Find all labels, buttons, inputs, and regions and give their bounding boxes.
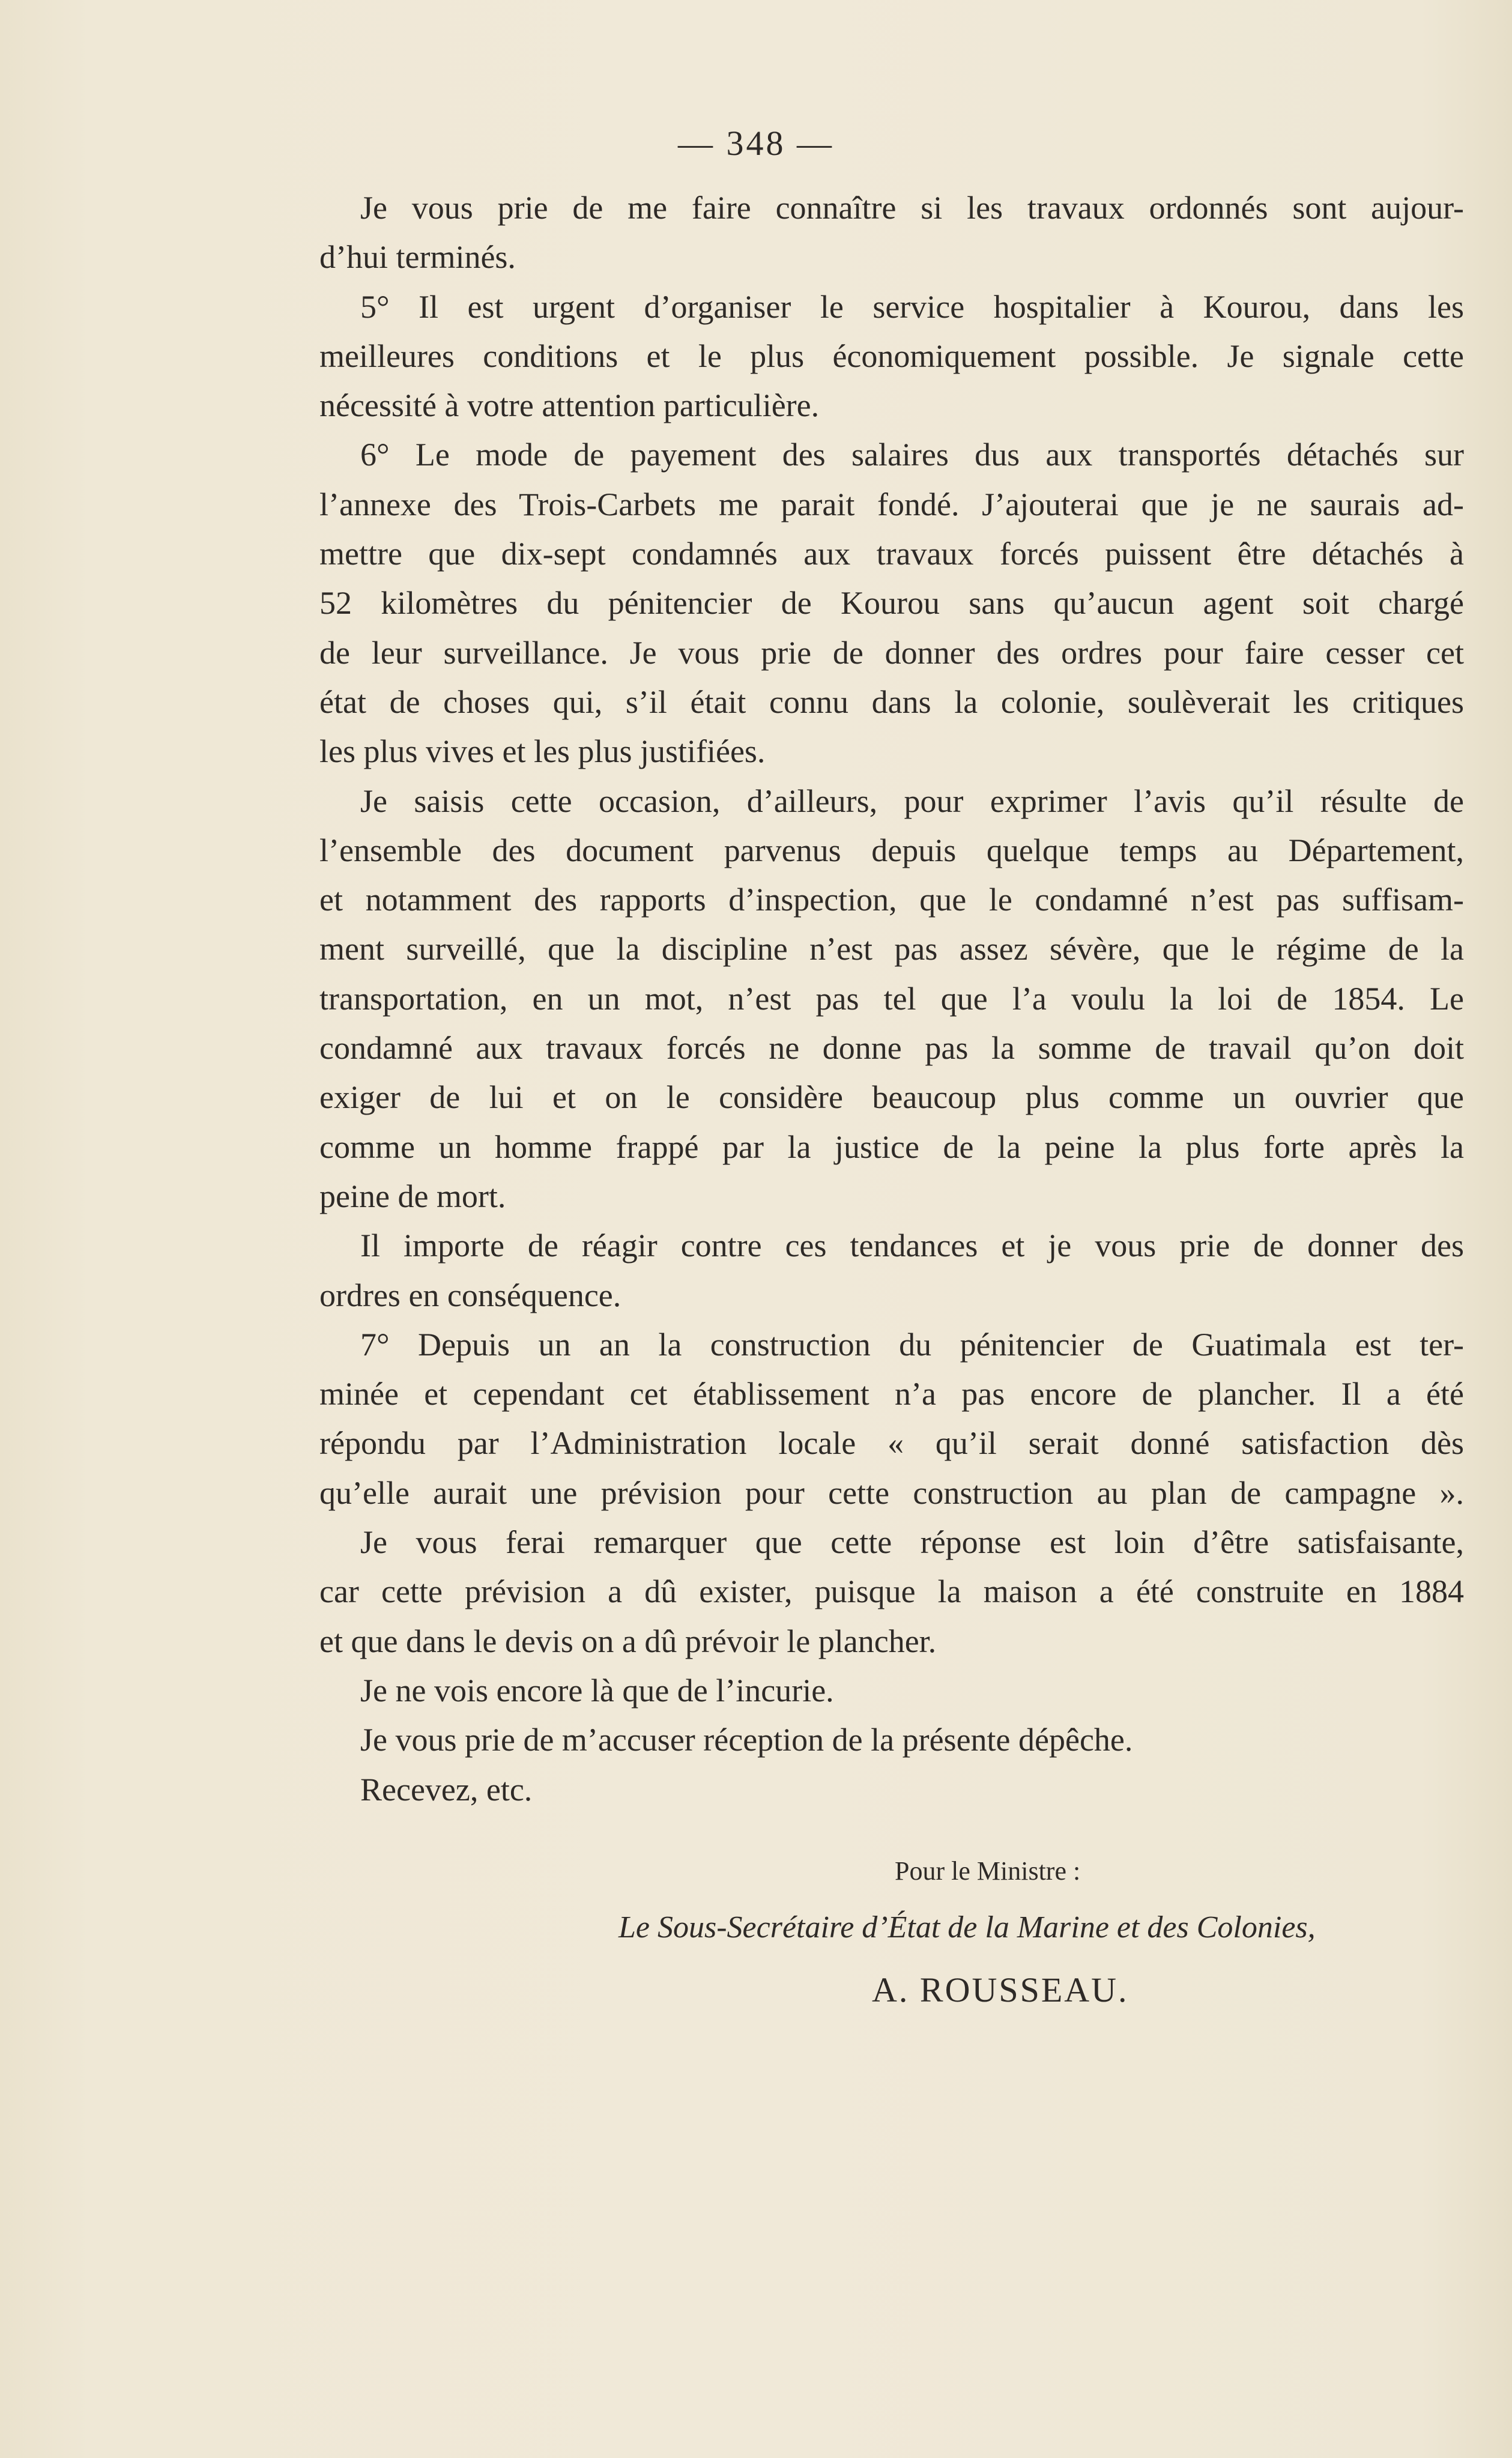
text-line: ordres en conséquence. [319, 1277, 621, 1313]
text-line: les plus vives et les plus justifiées. [319, 733, 766, 770]
text-line: Je vous ferai remarquer que cette réponse est loin d’être satisfaisante, [360, 1524, 1464, 1561]
text-line: de leur surveillance. Je vous prie de donner des ordres pour faire cesser cet [319, 634, 1464, 671]
text-line: Recevez, etc. [360, 1771, 533, 1808]
text-line: Il importe de réagir contre ces tendances et je vous prie de donner des [360, 1227, 1464, 1264]
signature-title: Le Sous-Secrétaire d’État de la Marine et des Colonies, [618, 1910, 1316, 1945]
page-number: — 348 — [678, 124, 834, 163]
text-line: 6° Le mode de payement des salaires dus aux transportés détachés sur [360, 437, 1464, 473]
text-line: l’ensemble des document parvenus depuis quelque temps au Département, [319, 832, 1464, 868]
text-line: minée et cependant cet établissement n’a pas encore de plancher. Il a été [319, 1376, 1464, 1412]
text-line: 5° Il est urgent d’organiser le service hospitalier à Kourou, dans les [360, 288, 1464, 325]
text-line: d’hui terminés. [319, 239, 516, 276]
text-line: qu’elle aurait une prévision pour cette construction au plan de campagne ». [319, 1474, 1464, 1511]
text-line: Je ne vois encore là que de l’incurie. [360, 1672, 834, 1709]
text-line: répondu par l’Administration locale « qu’il serait donné satisfaction dès [319, 1425, 1464, 1462]
text-line: Je saisis cette occasion, d’ailleurs, pour exprimer l’avis qu’il résulte de [360, 783, 1464, 819]
text-line: Je vous prie de m’accuser réception de la présente dépêche. [360, 1722, 1133, 1758]
text-line: Je vous prie de me faire connaître si les travaux ordonnés sont aujour- [360, 190, 1464, 226]
text-line: transportation, en un mot, n’est pas tel que l’a voulu la loi de 1854. Le [319, 980, 1464, 1017]
text-line: comme un homme frappé par la justice de la peine la plus forte après la [319, 1128, 1464, 1165]
text-line: condamné aux travaux forcés ne donne pas la somme de travail qu’on doit [319, 1030, 1464, 1067]
text-line: peine de mort. [319, 1178, 506, 1214]
text-line: et notamment des rapports d’inspection, que le condamné n’est pas suffisam- [319, 882, 1464, 918]
text-line: car cette prévision a dû exister, puisque la maison a été construite en 1884 [319, 1573, 1464, 1610]
text-line: état de choses qui, s’il était connu dans la colonie, soulèverait les critiques [319, 683, 1464, 720]
text-line: mettre que dix-sept condamnés aux travaux forcés puissent être détachés à [319, 536, 1464, 572]
text-line: exiger de lui et on le considère beaucoup plus comme un ouvrier que [319, 1079, 1464, 1116]
text-line: meilleures conditions et le plus économiquement possible. Je signale cette [319, 338, 1464, 374]
text-line: 52 kilomètres du pénitencier de Kourou sans qu’aucun agent soit chargé [319, 585, 1464, 622]
signature-name: A. ROUSSEAU. [872, 1970, 1129, 2009]
text-line: 7° Depuis un an la construction du pénitencier de Guatimala est ter- [360, 1326, 1464, 1363]
letter-body [319, 183, 1464, 1814]
text-line: nécessité à votre attention particulière. [319, 387, 820, 424]
signature-pour: Pour le Ministre : [895, 1856, 1081, 1886]
text-line: l’annexe des Trois-Carbets me parait fondé. J’ajouterai que je ne saurais ad- [319, 486, 1464, 522]
text-line: ment surveillé, que la discipline n’est pas assez sévère, que le régime de la [319, 931, 1464, 967]
text-line: et que dans le devis on a dû prévoir le plancher. [319, 1623, 937, 1659]
